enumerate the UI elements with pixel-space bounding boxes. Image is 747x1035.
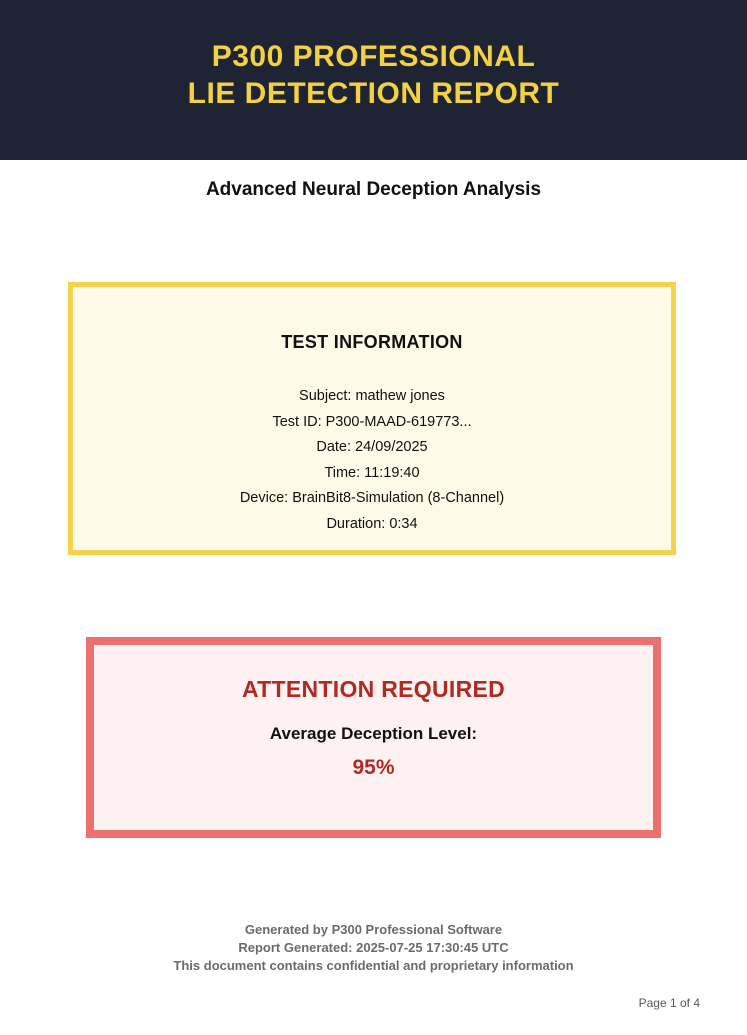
footer-report-generated: Report Generated: 2025-07-25 17:30:45 UTC xyxy=(238,940,509,955)
test-information-lines xyxy=(73,384,671,537)
test-info-date: Date: 24/09/2025 xyxy=(316,439,428,455)
test-info-test-id: Test ID: P300-MAAD-619773... xyxy=(272,413,472,430)
footer-generated-by: Generated by P300 Professional Software xyxy=(244,922,503,937)
report-footer xyxy=(0,921,747,975)
test-information-box xyxy=(68,282,676,555)
report-subtitle: Advanced Neural Deception Analysis xyxy=(205,179,542,200)
report-title xyxy=(0,38,747,112)
attention-required-heading: ATTENTION REQUIRED xyxy=(241,676,506,702)
report-header xyxy=(0,0,747,160)
test-info-subject: Subject: mathew jones xyxy=(299,388,445,404)
page-indicator: Page 1 of 4 xyxy=(638,996,700,1010)
report-title-line2: LIE DETECTION REPORT xyxy=(187,77,560,110)
test-info-time: Time: 11:19:40 xyxy=(324,464,420,481)
report-title-line1: P300 PROFESSIONAL xyxy=(211,40,536,73)
average-deception-level-value: 95% xyxy=(352,756,395,779)
average-deception-level-label: Average Deception Level: xyxy=(269,724,478,743)
test-information-heading: TEST INFORMATION xyxy=(281,332,463,352)
test-info-device: Device: BrainBit8-Simulation (8-Channel) xyxy=(239,490,505,506)
footer-confidentiality-notice: This document contains confidential and proprietary information xyxy=(173,958,574,973)
attention-required-box xyxy=(86,637,661,838)
test-info-duration: Duration: 0:34 xyxy=(326,515,418,532)
